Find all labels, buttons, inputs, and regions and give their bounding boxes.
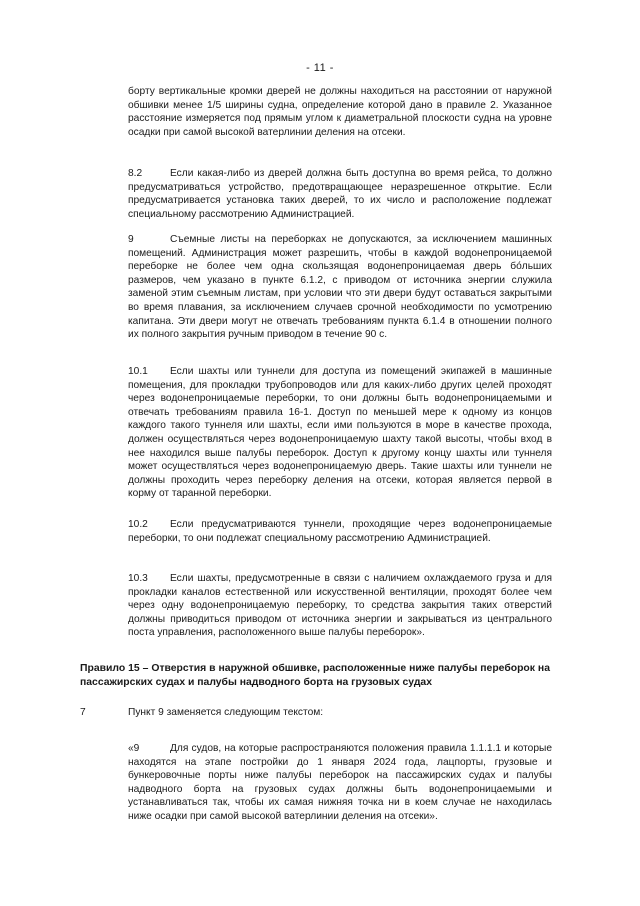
paragraph-number: «9 — [128, 743, 140, 754]
paragraph-9 — [128, 233, 552, 342]
paragraph-text: Если шахты или туннели для доступа из помещений экипажей в машинные помещения, для прокладки трубопроводов или для каких-либо других целей проходят через водонепроницаемые переборки, то они должны быть водонепроницаемыми и отвечать требованиям правила 16-1. Доступ по меньшей мере к одному из концов каждого такого туннеля или шахты, если ими пользуются в море в качестве прохода, должен осуществляться через водонепроницаемую шахту такой высоты, чтобы вход в нее находился выше палубы переборок. Доступ к другому концу шахты или туннеля может осуществляться через водонепроницаемую дверь. Такие шахты или туннели не должны проходить через переборку деления на отсеки, которая является первой в корму от таранной переборки. — [128, 366, 552, 500]
page-number: - 11 - — [306, 62, 334, 74]
item-text: Пункт 9 заменяется следующим текстом: — [128, 707, 324, 718]
item-7-text — [128, 706, 552, 720]
paragraph-text: борту вертикальные кромки дверей не должны находиться на расстоянии от наружной обшивки менее 1/5 ширины судна, определение которой дано в правиле 2. Указанное расстояние измеряется под прямым углом к диаметральной плоскости судна на уровне осадки при самой высокой ватерлинии деления на отсеки. — [128, 86, 552, 138]
paragraph-number: 8.2 — [128, 168, 143, 179]
paragraph-number: 10.1 — [128, 366, 148, 377]
quoted-paragraph-9 — [128, 742, 552, 824]
paragraph-number: 9 — [128, 234, 134, 245]
rule-heading: Правило 15 – Отверстия в наружной обшивке, расположенные ниже палубы переборок на пассажирских судах и палубы надводного борта на грузовых судах — [80, 663, 550, 688]
paragraph-text: Съемные листы на переборках не допускаются, за исключением машинных помещений. Администрация может разрешить, чтобы в каждой водонепроницаемой переборке не более чем одна скользящая водонепроницаемая дверь бо́льших размеров, чем указано в пункте 6.1.2, с приводом от источника энергии служила заменой этим съемным листам, при условии что эти двери будут оставаться закрытыми во время плавания, за исключением случаев срочной необходимости по усмотрению капитана. Эти двери могут не отвечать требованиям пункта 6.1.4 в отношении полного их полного закрытия ручным приводом в течение 90 с. — [128, 234, 552, 341]
paragraph-10-3 — [128, 572, 552, 640]
item-number: 7 — [80, 707, 86, 718]
paragraph-text: Для судов, на которые распространяются положения правила 1.1.1.1 и которые находятся на этапе постройки до 1 января 2024 года, лацпорты, грузовые и бункеровочные порты ниже палубы переборок на пассажирских судах и палубы надводного борта на грузовых судах должны быть водонепроницаемыми и устанавливаться так, чтобы их самая нижняя точка ни в коем случае не находилась ниже осадки при самой высокой ватерлинии деления на отсеки». — [128, 743, 552, 822]
paragraph-10-1 — [128, 365, 552, 501]
paragraph-text: Если шахты, предусмотренные в связи с наличием охлаждаемого груза и для прокладки каналов естественной или искусственной вентиляции, проходят более чем через одну водонепроницаемую переборку, то средства закрытия таких отверстий должны приводиться приводом от источника энергии и закрываться из центрального поста управления, расположенного выше палубы переборок». — [128, 573, 552, 639]
paragraph-text: Если какая-либо из дверей должна быть доступна во время рейса, то должно предусматриваться устройство, предотвращающее неразрешенное открытие. Если предусматривается установка таких дверей, то их число и расположение подлежат специальному рассмотрению Администрацией. — [128, 168, 552, 220]
paragraph-number: 10.2 — [128, 519, 148, 530]
paragraph-text: Если предусматриваются туннели, проходящие через водонепроницаемые переборки, то они подлежат специальному рассмотрению Администрацией. — [128, 519, 552, 544]
paragraph-8-1-continuation — [128, 85, 552, 139]
paragraph-8-2 — [128, 167, 552, 221]
paragraph-number: 10.3 — [128, 573, 148, 584]
paragraph-10-2 — [128, 518, 552, 545]
